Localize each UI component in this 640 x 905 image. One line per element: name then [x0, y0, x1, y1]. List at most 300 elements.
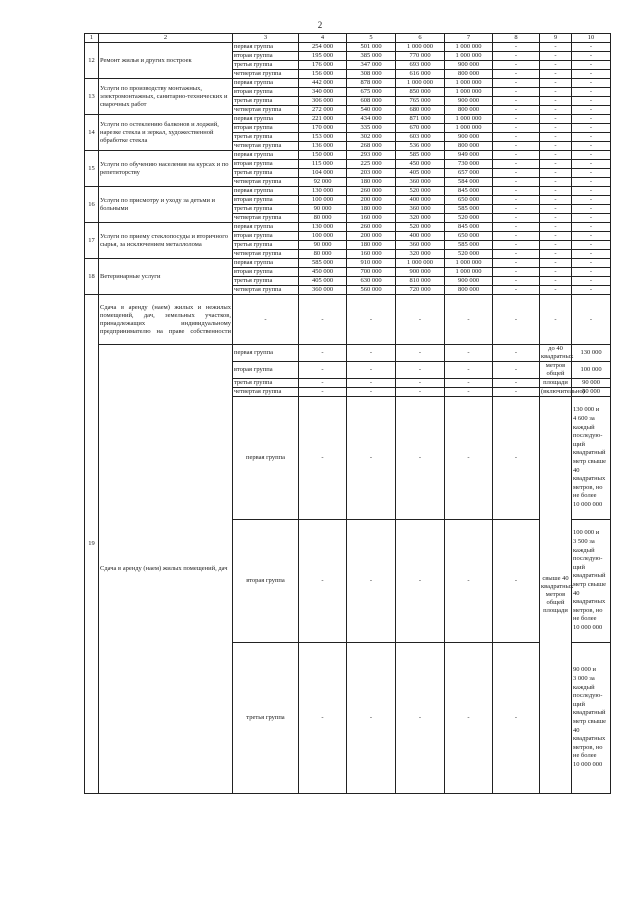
column-number: 6	[396, 34, 445, 43]
rate-note-line: квадратный	[573, 709, 606, 717]
dash-cell: -	[347, 643, 396, 794]
dash-cell: -	[493, 88, 540, 97]
amount-cell: 693 000	[396, 61, 445, 70]
amount-cell: 765 000	[396, 97, 445, 106]
rate-note-line: не более	[573, 615, 597, 623]
rate-note-line: 90 000 и	[573, 666, 596, 674]
column-number: 8	[493, 34, 540, 43]
amount-cell: 254 000	[299, 43, 347, 52]
dash-cell: -	[299, 362, 347, 379]
group-label: четвертая группа	[233, 178, 299, 187]
amount-cell: 92 000	[299, 178, 347, 187]
dash-cell: -	[572, 115, 611, 124]
amount-cell: 176 000	[299, 61, 347, 70]
amount-cell: 200 000	[347, 196, 396, 205]
amount-cell: 340 000	[299, 88, 347, 97]
rate-note-line: 4 600 за	[573, 415, 595, 423]
table-row	[85, 223, 611, 232]
amount-cell: 608 000	[347, 97, 396, 106]
rate-note-line: 10 000 000	[573, 500, 603, 508]
amount-cell: 150 000	[299, 151, 347, 160]
dash-cell: -	[493, 232, 540, 241]
dash-cell: -	[445, 520, 493, 643]
rate-note-line: каждый	[573, 683, 595, 691]
dash-cell: -	[493, 115, 540, 124]
group-label: вторая группа	[233, 362, 299, 379]
dash-cell: -	[299, 643, 347, 794]
amount-cell: 272 000	[299, 106, 347, 115]
dash-cell: -	[445, 379, 493, 388]
row-number: 13	[85, 79, 99, 115]
dash-cell: -	[493, 223, 540, 232]
amount-cell: 1 000 000	[396, 259, 445, 268]
amount-cell: 845 000	[445, 187, 493, 196]
dash-cell: -	[445, 643, 493, 794]
amount-cell: 293 000	[347, 151, 396, 160]
amount-cell: 900 000	[445, 61, 493, 70]
amount-cell: 603 000	[396, 133, 445, 142]
amount-cell: 850 000	[396, 88, 445, 97]
amount-cell: 501 000	[347, 43, 396, 52]
group-label: четвертая группа	[233, 106, 299, 115]
dash-cell: -	[572, 169, 611, 178]
dash-cell: -	[540, 70, 572, 79]
column-number-row	[85, 34, 611, 43]
dash-cell: -	[572, 178, 611, 187]
dash-cell: -	[572, 232, 611, 241]
group-label: первая группа	[233, 43, 299, 52]
group-label: третья группа	[233, 241, 299, 250]
row-number: 19	[85, 295, 99, 794]
dash-cell: -	[540, 178, 572, 187]
amount-cell: 225 000	[347, 160, 396, 169]
amount-cell: 1 000 000	[445, 88, 493, 97]
dash-cell: -	[396, 388, 445, 397]
amount-cell: 442 000	[299, 79, 347, 88]
dash-cell: -	[540, 52, 572, 61]
column-number: 1	[85, 34, 99, 43]
amount-cell: 949 000	[445, 151, 493, 160]
dash-cell: -	[540, 259, 572, 268]
dash-cell: -	[493, 169, 540, 178]
amount-cell: 100 000	[572, 362, 611, 379]
amount-cell: 700 000	[347, 268, 396, 277]
amount-cell: 670 000	[396, 124, 445, 133]
rate-note-line: 10 000 000	[573, 623, 603, 631]
dash-cell: -	[493, 151, 540, 160]
table-row	[85, 115, 611, 124]
dash-cell: -	[493, 286, 540, 295]
amount-cell: 360 000	[396, 178, 445, 187]
amount-cell: 180 000	[347, 205, 396, 214]
dash-cell: -	[493, 379, 540, 388]
group-label: четвертая группа	[233, 286, 299, 295]
group-label: третья группа	[233, 379, 299, 388]
rate-note-line: метр свыше	[573, 458, 607, 465]
dash-cell: -	[493, 178, 540, 187]
dash-cell: -	[299, 345, 347, 362]
dash-cell: -	[572, 277, 611, 286]
amount-cell: 650 000	[445, 232, 493, 241]
amount-cell: 405 000	[396, 169, 445, 178]
amount-cell: 400 000	[396, 196, 445, 205]
amount-cell: 360 000	[396, 241, 445, 250]
dash-cell: -	[540, 268, 572, 277]
table-row	[85, 187, 611, 196]
dash-cell: -	[540, 106, 572, 115]
area-condition: свыше 40 квадратных метров общей площади	[540, 397, 572, 794]
dash-cell: -	[493, 160, 540, 169]
dash-cell: -	[347, 397, 396, 520]
dash-cell: -	[540, 205, 572, 214]
amount-cell: 680 000	[396, 106, 445, 115]
amount-cell: 720 000	[396, 286, 445, 295]
table-row	[85, 79, 611, 88]
dash-cell: -	[396, 397, 445, 520]
dash-cell: -	[572, 196, 611, 205]
rate-note-line: каждый	[573, 546, 595, 554]
dash-cell: -	[396, 643, 445, 794]
rate-note-line: квадратный	[573, 572, 606, 580]
rate-note-line: щий	[573, 563, 585, 571]
service-name: Услуги по приему стеклопосуды и вторичного сырья, за исключением металлолома	[99, 223, 233, 259]
group-label: вторая группа	[233, 268, 299, 277]
group-label: первая группа	[233, 223, 299, 232]
amount-cell: 203 000	[347, 169, 396, 178]
rate-note-line: 100 000 и	[573, 529, 600, 537]
dash-cell: -	[493, 70, 540, 79]
amount-cell: 520 000	[445, 250, 493, 259]
dash-cell: -	[493, 43, 540, 52]
dash-cell: -	[493, 196, 540, 205]
dash-cell: -	[572, 79, 611, 88]
group-label: третья группа	[233, 169, 299, 178]
service-name: Сдача в аренду (наем) жилых и нежилых помещений, дач, земельных участков, принадлежащих индивидуальному предпринимателю на праве собственности	[99, 295, 233, 345]
dash-cell: -	[445, 388, 493, 397]
amount-cell: 616 000	[396, 70, 445, 79]
dash-cell: -	[299, 295, 347, 345]
group-label: первая группа	[233, 151, 299, 160]
dash-cell: -	[493, 79, 540, 88]
amount-cell: 900 000	[396, 268, 445, 277]
table-row	[85, 345, 611, 362]
dash-cell: -	[572, 97, 611, 106]
amount-cell: 320 000	[396, 250, 445, 259]
row-number: 16	[85, 187, 99, 223]
group-label: четвертая группа	[233, 388, 299, 397]
rate-note-line: 3 500 за	[573, 538, 595, 546]
rate-note	[572, 397, 611, 520]
service-name: Ремонт жилья и других построек	[99, 43, 233, 79]
dash-cell: -	[540, 196, 572, 205]
group-label: вторая группа	[233, 232, 299, 241]
rate-note-line: квадратных	[573, 598, 606, 606]
group-label: третья группа	[233, 61, 299, 70]
area-condition: площади	[540, 379, 572, 388]
dash-cell: -	[493, 124, 540, 133]
amount-cell: 1 000 000	[396, 43, 445, 52]
dash-cell: -	[493, 205, 540, 214]
row-number: 17	[85, 223, 99, 259]
dash-cell: -	[445, 397, 493, 520]
dash-cell: -	[396, 379, 445, 388]
rate-note-line: метров, но	[573, 483, 603, 491]
dash-cell: -	[493, 268, 540, 277]
dash-cell: -	[396, 362, 445, 379]
amount-cell: 800 000	[445, 106, 493, 115]
group-label: первая группа	[233, 187, 299, 196]
dash-cell: -	[396, 295, 445, 345]
group-label: первая группа	[233, 259, 299, 268]
amount-cell: 180 000	[347, 241, 396, 250]
amount-cell: 130 000	[299, 187, 347, 196]
amount-cell: 730 000	[445, 160, 493, 169]
amount-cell: 585 000	[445, 205, 493, 214]
dash-cell: -	[572, 259, 611, 268]
amount-cell: 104 000	[299, 169, 347, 178]
rate-note-line: не более	[573, 752, 597, 760]
rate-note-line: 10 000 000	[573, 760, 603, 768]
dash-cell: -	[347, 295, 396, 345]
amount-cell: 800 000	[445, 142, 493, 151]
amount-cell: 1 000 000	[396, 79, 445, 88]
dash-cell: -	[540, 115, 572, 124]
amount-cell: 900 000	[445, 133, 493, 142]
dash-cell: -	[572, 151, 611, 160]
rate-note-line: метров, но	[573, 743, 603, 751]
amount-cell: 1 000 000	[445, 52, 493, 61]
rate-note-line: последую-	[573, 555, 603, 563]
dash-cell: -	[347, 520, 396, 643]
amount-cell: 90 000	[299, 205, 347, 214]
column-number: 9	[540, 34, 572, 43]
amount-cell: 585 000	[396, 151, 445, 160]
amount-cell: 434 000	[347, 115, 396, 124]
amount-cell: 302 000	[347, 133, 396, 142]
dash-cell: -	[493, 250, 540, 259]
dash-cell: -	[572, 250, 611, 259]
dash-cell: -	[347, 345, 396, 362]
group-label: вторая группа	[233, 520, 299, 643]
rate-note-line: 130 000 и	[573, 406, 600, 414]
amount-cell: 360 000	[299, 286, 347, 295]
dash-cell: -	[572, 268, 611, 277]
rate-note-line: щий	[573, 440, 585, 448]
dash-cell: -	[493, 61, 540, 70]
amount-cell: 810 000	[396, 277, 445, 286]
service-name: Услуги по обучению населения на курсах и по репетиторству	[99, 151, 233, 187]
amount-cell: 180 000	[347, 178, 396, 187]
row-number: 18	[85, 259, 99, 295]
service-name: Услуги по остеклению балконов и лоджий, нарезке стекла и зеркал, художественной обработке стекла	[99, 115, 233, 151]
dash-cell: -	[540, 151, 572, 160]
dash-cell: -	[493, 643, 540, 794]
dash-cell: -	[540, 286, 572, 295]
dash-cell: -	[493, 277, 540, 286]
dash-cell: -	[540, 295, 572, 345]
dash-cell: -	[493, 388, 540, 397]
amount-cell: 536 000	[396, 142, 445, 151]
amount-cell: 650 000	[445, 196, 493, 205]
amount-cell: 540 000	[347, 106, 396, 115]
dash-cell: -	[540, 223, 572, 232]
amount-cell: 80 000	[299, 214, 347, 223]
amount-cell: 405 000	[299, 277, 347, 286]
service-name: Услуги по производству монтажных, электромонтажных, санитарно-технических и сварочных работ	[99, 79, 233, 115]
group-label: четвертая группа	[233, 250, 299, 259]
rate-note	[572, 520, 611, 643]
amount-cell: 153 000	[299, 133, 347, 142]
row-number: 14	[85, 115, 99, 151]
service-name: Услуги по присмотру и уходу за детьми и больными	[99, 187, 233, 223]
amount-cell: 136 000	[299, 142, 347, 151]
amount-cell: 878 000	[347, 79, 396, 88]
service-name: Ветеринарные услуги	[99, 259, 233, 295]
amount-cell: 675 000	[347, 88, 396, 97]
dash-cell: -	[493, 97, 540, 106]
rate-note-line: 40	[573, 589, 580, 597]
sub-service-name: Сдача в аренду (наем) жилых помещений, дач	[99, 345, 233, 794]
rate-note-line: метр свыше	[573, 718, 607, 725]
area-condition: (включительно)	[541, 388, 585, 395]
dash-cell: -	[540, 88, 572, 97]
rate-note-line: 3 000 за	[573, 675, 595, 683]
rate-note-line: квадратных	[573, 475, 606, 483]
dash-cell: -	[347, 379, 396, 388]
dash-cell: -	[445, 295, 493, 345]
column-number: 10	[572, 34, 611, 43]
amount-cell: 170 000	[299, 124, 347, 133]
row-number: 15	[85, 151, 99, 187]
rate-note-line: не более	[573, 492, 597, 500]
group-label: вторая группа	[233, 196, 299, 205]
dash-cell: -	[233, 295, 299, 345]
amount-cell: 347 000	[347, 61, 396, 70]
dash-cell: -	[540, 124, 572, 133]
amount-cell: 115 000	[299, 160, 347, 169]
column-number: 4	[299, 34, 347, 43]
amount-cell: 100 000	[299, 232, 347, 241]
dash-cell: -	[396, 345, 445, 362]
amount-cell: 268 000	[347, 142, 396, 151]
group-label: четвертая группа	[233, 70, 299, 79]
dash-cell: -	[493, 345, 540, 362]
rate-note-line: квадратных	[573, 735, 606, 743]
dash-cell: -	[540, 79, 572, 88]
amount-cell: 90 000	[299, 241, 347, 250]
dash-cell: -	[493, 397, 540, 520]
amount-cell: 160 000	[347, 250, 396, 259]
amount-cell: 520 000	[396, 187, 445, 196]
dash-cell: -	[493, 187, 540, 196]
table-row	[85, 151, 611, 160]
dash-cell: -	[572, 43, 611, 52]
dash-cell: -	[572, 160, 611, 169]
dash-cell: -	[540, 169, 572, 178]
dash-cell: -	[572, 286, 611, 295]
amount-cell: 910 000	[347, 259, 396, 268]
amount-cell: 195 000	[299, 52, 347, 61]
dash-cell: -	[540, 142, 572, 151]
dash-cell: -	[572, 88, 611, 97]
dash-cell: -	[540, 97, 572, 106]
dash-cell: -	[572, 295, 611, 345]
amount-cell: 156 000	[299, 70, 347, 79]
dash-cell: -	[299, 520, 347, 643]
group-label: четвертая группа	[233, 214, 299, 223]
rate-note-line: метр свыше	[573, 581, 607, 588]
dash-cell: -	[572, 187, 611, 196]
dash-cell: -	[493, 520, 540, 643]
column-number: 7	[445, 34, 493, 43]
group-label: третья группа	[233, 133, 299, 142]
dash-cell: -	[540, 241, 572, 250]
dash-cell: -	[572, 205, 611, 214]
amount-cell: 306 000	[299, 97, 347, 106]
amount-cell: 845 000	[445, 223, 493, 232]
amount-cell: 308 000	[347, 70, 396, 79]
dash-cell: -	[493, 259, 540, 268]
table-row	[85, 43, 611, 52]
dash-cell: -	[299, 397, 347, 520]
amount-cell: 585 000	[445, 241, 493, 250]
dash-cell: -	[572, 142, 611, 151]
amount-cell: 900 000	[445, 97, 493, 106]
dash-cell: -	[572, 241, 611, 250]
column-number: 2	[99, 34, 233, 43]
group-label: первая группа	[233, 345, 299, 362]
amount-cell: 585 000	[299, 259, 347, 268]
dash-cell: -	[572, 223, 611, 232]
dash-cell: -	[540, 43, 572, 52]
amount-cell: 130 000	[572, 345, 611, 362]
dash-cell: -	[540, 187, 572, 196]
rate-note-line: 40	[573, 466, 580, 474]
dash-cell: -	[493, 295, 540, 345]
dash-cell: -	[540, 160, 572, 169]
amount-cell: 260 000	[347, 187, 396, 196]
amount-cell: 1 000 000	[445, 124, 493, 133]
amount-cell: 130 000	[299, 223, 347, 232]
amount-cell: 800 000	[445, 286, 493, 295]
amount-cell: 450 000	[299, 268, 347, 277]
dash-cell: -	[572, 70, 611, 79]
rate-note-line: метров, но	[573, 606, 603, 614]
amount-cell: 90 000	[572, 379, 611, 388]
amount-cell: 335 000	[347, 124, 396, 133]
rate-note-line: каждый	[573, 423, 595, 431]
rate-note-line: щий	[573, 700, 585, 708]
group-label: третья группа	[233, 643, 299, 794]
group-label: первая группа	[233, 115, 299, 124]
dash-cell: -	[493, 214, 540, 223]
dash-cell: -	[540, 250, 572, 259]
group-label: вторая группа	[233, 160, 299, 169]
dash-cell: -	[540, 232, 572, 241]
amount-cell: 221 000	[299, 115, 347, 124]
dash-cell: -	[347, 388, 396, 397]
amount-cell: 520 000	[396, 223, 445, 232]
dash-cell: -	[572, 106, 611, 115]
amount-cell: 630 000	[347, 277, 396, 286]
dash-cell: -	[396, 520, 445, 643]
group-label: первая группа	[233, 79, 299, 88]
amount-cell: 320 000	[396, 214, 445, 223]
amount-cell: 80 000	[299, 250, 347, 259]
amount-cell: 770 000	[396, 52, 445, 61]
dash-cell: -	[572, 124, 611, 133]
dash-cell: -	[572, 214, 611, 223]
